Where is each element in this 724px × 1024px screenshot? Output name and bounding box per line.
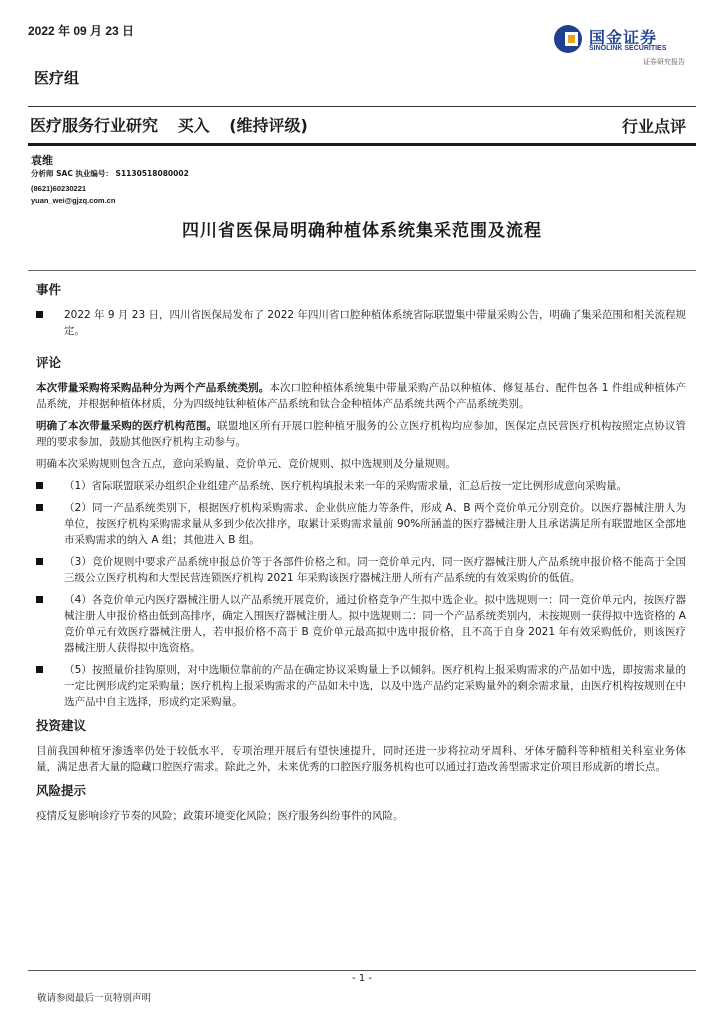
rule-bullet-5 (36, 662, 686, 710)
advice-heading: 投资建议 (36, 718, 87, 733)
industry-title: 医疗服务行业研究 (30, 116, 159, 135)
bullet-square-icon (36, 311, 43, 318)
rule-text-2: （2）同一产品系统类别下，根据医疗机构采购需求、企业供应能力等条件，形成 A、B 两个竞价单元分别竞价。以医疗器械注册人为单位，按医疗机构采购需求量从多到少依次排序，取累计采购需求量前 90%所涵盖的医疗器械注册人且承诺满足所有联盟地区全部地市采购需求的纳入 A 组；其他进入 B 组。 (64, 502, 686, 546)
rule-bullet-2 (36, 500, 686, 548)
bullet-square-icon (36, 666, 43, 673)
report-title: 四川省医保局明确种植体系统集采范围及流程 (182, 221, 542, 241)
analyst-credential: 分析师 SAC 执业编号： S1130518080002 (31, 169, 189, 178)
rule-text-5: （5）按照量价挂钩原则，对中选顺位靠前的产品在确定协议采购量上予以倾斜。医疗机构上报采购需求的产品如中选，即按需求量的一定比例形成约定采购量；医疗机构上报采购需求的产品如未中选，以及中选产品约定采购量外的剩余需求量，由医疗机构按规则在中选产品中自主选择，形成约定采购量。 (64, 664, 686, 708)
advice-text: 目前我国种植牙渗透率仍处于较低水平，专项治理开展后有望快速提升，同时还进一步将拉动牙周科、牙体牙髓科等种植相关科室业务体量，满足患者大量的隐藏口腔医疗需求。除此之外，未来优秀的口腔医疗服务机构也可以通过打造改善型需求定价项目形成新的增长点。 (36, 745, 686, 773)
report-body (36, 280, 686, 830)
comment-p1-bold: 本次带量采购将采购品种分为两个产品系统类别。 (36, 382, 270, 394)
report-date: 2022 年 09 月 23 日 (28, 24, 135, 38)
logo-subtitle: 证券研究报告 (643, 58, 685, 66)
rule-bullet-4 (36, 592, 686, 656)
analyst-email[interactable]: yuan_wei@gjzq.com.cn (31, 196, 116, 205)
risk-heading: 风险提示 (36, 783, 87, 798)
comment-p1-text: 本次口腔种植体系统集中带量采购产品以种植体、修复基台、配件包各 1 件组成种植体产品系统，并根据种植体材质，分为四级纯钛种植体产品系统和钛合金种植体产品系统共两个产品系统类别。 (36, 382, 687, 410)
page-number: - 1 - (352, 973, 372, 984)
footer-divider (28, 970, 696, 971)
logo-cn-text: 国金证券 (589, 28, 658, 47)
analyst-name: 袁维 (31, 154, 53, 167)
company-logo (553, 24, 693, 66)
bullet-square-icon (36, 482, 43, 489)
research-group: 医疗组 (34, 69, 80, 87)
logo-en-text: SINOLINK SECURITIES (589, 45, 667, 52)
rating-note: (维持评级) (229, 116, 308, 135)
disclaimer-note: 敬请参阅最后一页特别声明 (37, 993, 152, 1004)
rating: 买入 (177, 116, 210, 135)
comment-p2-bold: 明确了本次带量采购的医疗机构范围。 (36, 420, 218, 432)
rule-text-1: （1）省际联盟联采办组织企业组建产品系统、医疗机构填报未来一年的采购需求量，汇总后按一定比例形成意向采购量。 (64, 480, 628, 492)
report-type: 行业点评 (621, 117, 686, 136)
comment-paragraph-1 (36, 380, 686, 412)
top-divider (28, 106, 696, 107)
event-bullet (36, 307, 686, 339)
thick-divider (28, 143, 696, 146)
analyst-phone: (8621)60230221 (31, 184, 87, 193)
bullet-square-icon (36, 596, 43, 603)
comment-paragraph-3: 明确本次采购规则包含五点，意向采购量、竞价单元、竞价规则、拟中选规则及分量规则。 (36, 458, 456, 470)
comment-paragraph-2 (36, 418, 686, 450)
rule-text-3: （3）竞价规则中要求产品系统申报总价等于各部件价格之和。同一竞价单元内，同一医疗器械注册人产品系统申报价格不能高于全国三级公立医疗机构和大型民营连锁医疗机构 2021 年采购该医疗器械注册人所有产品系统的有效采购价的低值。 (64, 556, 686, 584)
rule-bullet-1 (36, 478, 686, 494)
title-divider (28, 270, 696, 271)
risk-text: 疫情反复影响诊疗节奏的风险；政策环境变化风险；医疗服务纠纷事件的风险。 (36, 810, 404, 822)
rule-text-4: （4）各竞价单元内医疗器械注册人以产品系统开展竞价，通过价格竞争产生拟中选企业。拟中选规则一：同一竞价单元内，按医疗器械注册人申报价格由低到高排序，确定入围医疗器械注册人。拟中选规则二：同一个产品系统类别内，未按规则一获得拟中选资格的 A 竞价单元有效医疗器械注册人，若申报价格不高于 B 竞价单元最高拟中选申报价格，且不高于自身 2021 年有效采购低价，则该医疗器械注册人获得拟中选资格。 (64, 594, 686, 654)
industry-rating-bar (30, 113, 322, 136)
comment-heading: 评论 (36, 355, 62, 370)
event-text: 2022 年 9 月 23 日，四川省医保局发布了 2022 年四川省口腔种植体系统省际联盟集中带量采购公告，明确了集采范围和相关流程规定。 (64, 309, 686, 337)
bullet-square-icon (36, 558, 43, 565)
event-heading: 事件 (36, 282, 62, 297)
bullet-square-icon (36, 504, 43, 511)
comment-p2-text: 联盟地区所有开展口腔种植牙服务的公立医疗机构均应参加，医保定点民营医疗机构按照定点协议管理的要求参加，鼓励其他医疗机构主动参与。 (36, 420, 687, 448)
rule-bullet-3 (36, 554, 686, 586)
sinolink-logo-icon (553, 24, 583, 54)
